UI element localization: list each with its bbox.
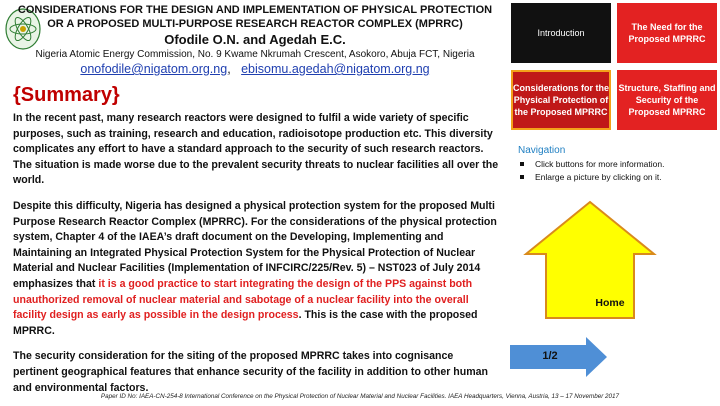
footer-citation: Paper ID No: IAEA-CN-254-8 International Conference on the Physical Protection of Nuclear Material and Nuclear Facilities. IAEA Headquarters, Vienna, Austria, 13 – 17 November 2017 [100, 393, 620, 400]
considerations-button[interactable]: Considerations for the Physical Protection of the Proposed MPRRC [511, 70, 611, 130]
summary-highlight: it is a good practice to start integrating the design of the PPS against both unauthorized removal of nuclear material and sabotage of a nuclear facility into the overall facility design as early as possible in the design process [13, 277, 473, 322]
address: Nigeria Atomic Energy Commission, No. 9 Kwame Nkrumah Crescent, Asokoro, Abuja FCT, Nigeria [35, 49, 475, 60]
email-separator: , [227, 62, 231, 76]
summary-paragraph-3: The security consideration for the siting of the proposed MPRRC takes into cognisance pertinent geographical features that enhance security of the facility in addition to other human and environmental factors. [13, 350, 489, 394]
navigation-panel [518, 145, 718, 184]
introduction-button[interactable]: Introduction [511, 3, 611, 63]
page-indicator[interactable]: 1/2 [542, 350, 558, 362]
home-button-label[interactable]: Home [595, 297, 625, 309]
need-button[interactable]: The Need for the Proposed MPRRC [617, 3, 717, 63]
title-line-1: CONSIDERATIONS FOR THE DESIGN AND IMPLEMENTATION OF PHYSICAL PROTECTION [17, 4, 493, 16]
structure-button[interactable]: Structure, Staffing and Security of the Proposed MPRRC [617, 70, 717, 130]
summary-paragraph-1: In the recent past, many research reactors were designed to fulfil a wide variety of specific purposes, such as training, research and education, radioisotope production etc. This diversity complicates any effort to have a standard approach to the security of such research reactors. The situation is made worse due to the prevalent security threats to nuclear facilities all over the world. [13, 112, 499, 187]
navigation-item: Enlarge a picture by clicking on it. [518, 171, 718, 184]
title-line-2: OR A PROPOSED MULTI-PURPOSE RESEARCH REACTOR COMPLEX (MPRRC) [47, 18, 463, 30]
email-link-1[interactable]: onofodile@nigatom.org.ng [80, 62, 228, 76]
emails [0, 62, 510, 77]
authors: Ofodile O.N. and Agedah E.C. [164, 32, 346, 47]
summary-paragraph-2-part-b: . This is the case with the proposed MPRRC. [13, 309, 478, 337]
summary-title: {Summary} [13, 84, 120, 106]
summary-body [13, 111, 500, 406]
header [0, 3, 510, 77]
summary-paragraph-2-part-a: Despite this difficulty, Nigeria has designed a physical protection system for the proposed Multi Purpose Research Reactor Complex (MPRRC). For the considerations of the physical protection system, Chapter 4 of the IAEA’s draft document on the Developing, Implementing and Maintaining an Integrated Physical Protection System for the Physical Protection of Nuclear Material and Nuclear Facilities (Implementation of INFCIRC/225/Rev. 5) – NST023 of July 2014 emphasizes that [13, 199, 497, 290]
navigation-item: Click buttons for more information. [518, 158, 718, 171]
email-link-2[interactable]: ebisomu.agedah@nigatom.org.ng [241, 62, 430, 76]
navigation-list [518, 158, 718, 184]
summary-paragraph-2 [13, 199, 500, 339]
navigation-title: Navigation [518, 145, 566, 156]
